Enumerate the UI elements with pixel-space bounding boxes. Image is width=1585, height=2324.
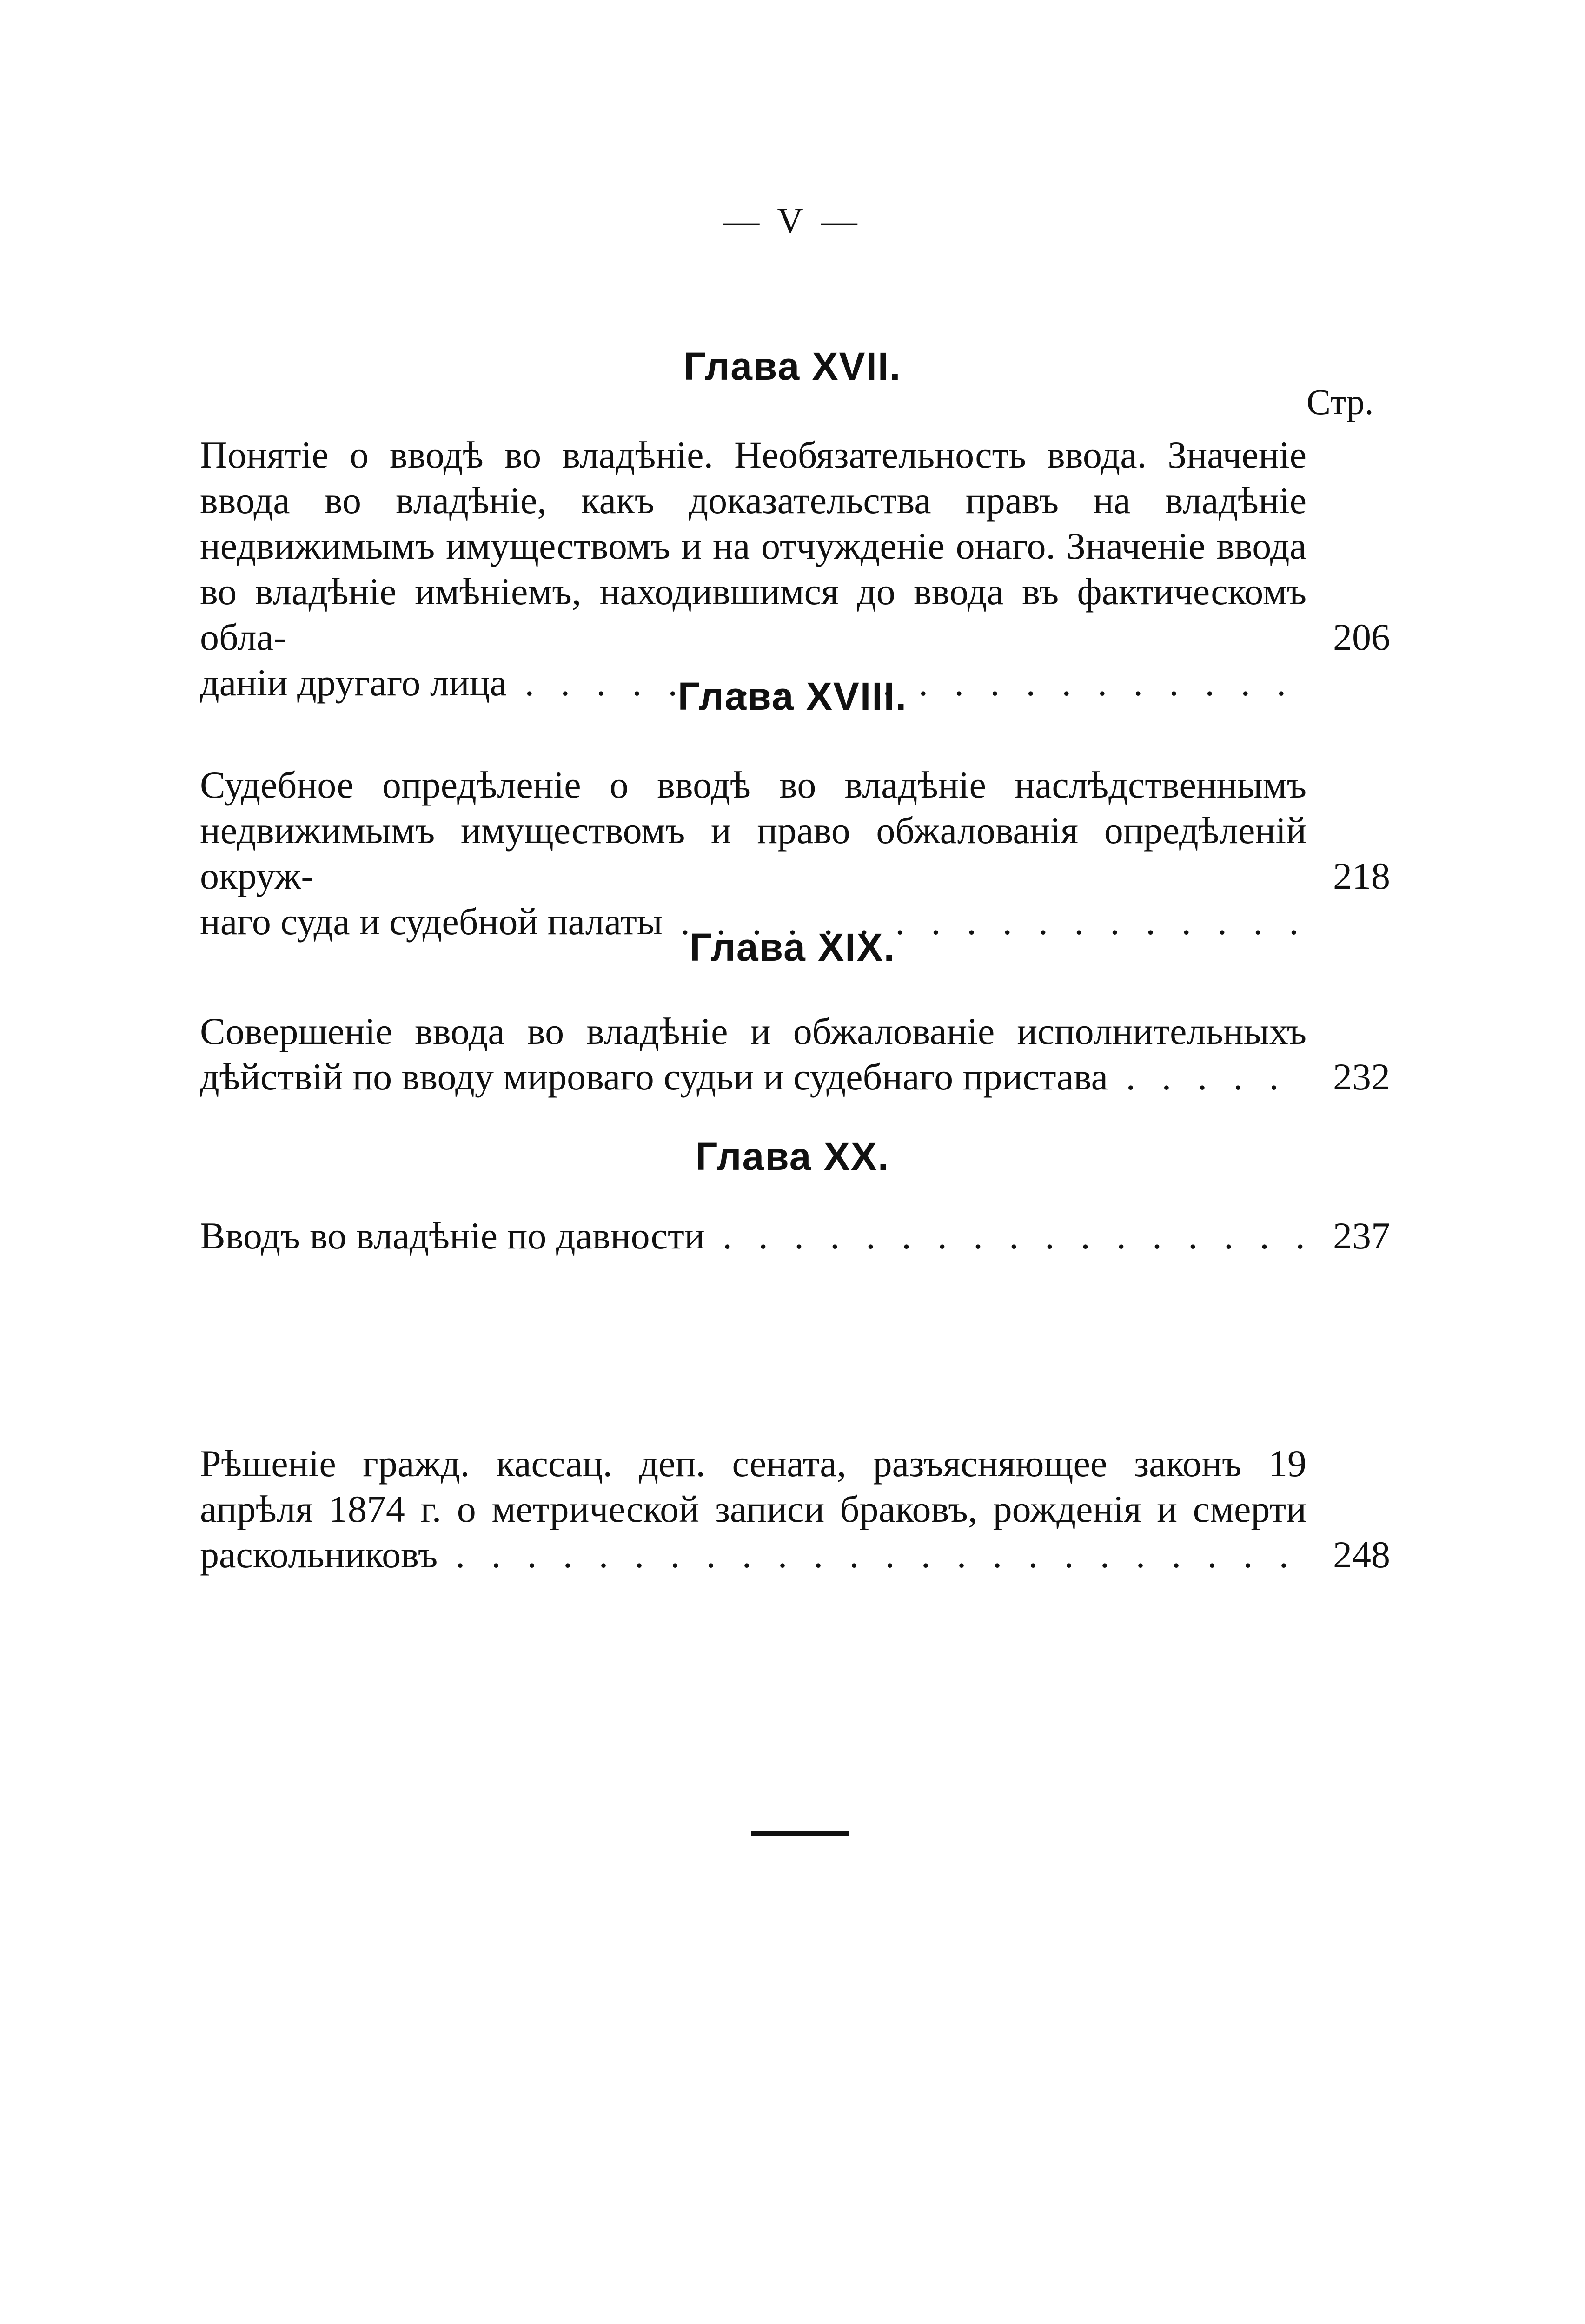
toc-entry-page: 237 xyxy=(1333,1215,1390,1257)
toc-entry-body: Понятіе о вводѣ во владѣніе. Необязательность ввода. Значеніе ввода во владѣніе, какъ доказательства правъ на владѣніе недвижимымъ имуществомъ и на отчужденіе онаго. Значеніе ввода во владѣніе имѣніемъ, находившимся до ввода въ фактическомъ обла- xyxy=(200,434,1306,658)
toc-entry-last-line: раскольниковъ . . . xyxy=(200,1532,1306,1578)
toc-entry-last-line: Вводъ во владѣніе по давности . . . xyxy=(200,1213,1306,1259)
toc-entry-page: 218 xyxy=(1333,855,1390,897)
toc-entry-text xyxy=(200,1441,1306,1578)
chapter-title: Глава XVIII. xyxy=(677,674,908,718)
toc-entry-body: Рѣшеніе гражд. кассац. деп. сената, разъясняющее законъ 19 апрѣля 1874 г. о метрической записи браковъ, рожденія и смерти xyxy=(200,1442,1306,1530)
toc-entry-page: 206 xyxy=(1333,616,1390,658)
page-column-label: Стр. xyxy=(1306,382,1374,422)
toc-entry-last-line: даніи другаго лица . . . xyxy=(200,660,1306,706)
toc-entry-page: 232 xyxy=(1333,1056,1390,1098)
toc-entry-text xyxy=(200,432,1306,706)
toc-entry-body: Совершеніе ввода во владѣніе и обжалованіе исполнительныхъ xyxy=(200,1010,1306,1052)
page-header: — V — xyxy=(723,200,862,241)
toc-entry-last-line: дѣйствій по вводу мироваго судьи и судебнаго пристава . . . xyxy=(200,1054,1306,1100)
chapter-title: Глава XX. xyxy=(695,1135,890,1178)
chapter-title: Глава XVII. xyxy=(683,344,902,388)
chapter-title: Глава XIX. xyxy=(690,925,895,969)
toc-entry-text xyxy=(200,1009,1306,1100)
toc-entry-text xyxy=(200,762,1306,944)
toc-entry-last-line: наго суда и судебной палаты . . . xyxy=(200,899,1306,944)
toc-entry-body: Судебное опредѣленіе о вводѣ во владѣніе наслѣдственнымъ недвижимымъ имуществомъ и право обжалованія опредѣленій окруж- xyxy=(200,764,1306,897)
toc-entry-page: 248 xyxy=(1333,1533,1390,1576)
closing-rule xyxy=(751,1831,849,1836)
toc-entry-text xyxy=(200,1213,1306,1259)
